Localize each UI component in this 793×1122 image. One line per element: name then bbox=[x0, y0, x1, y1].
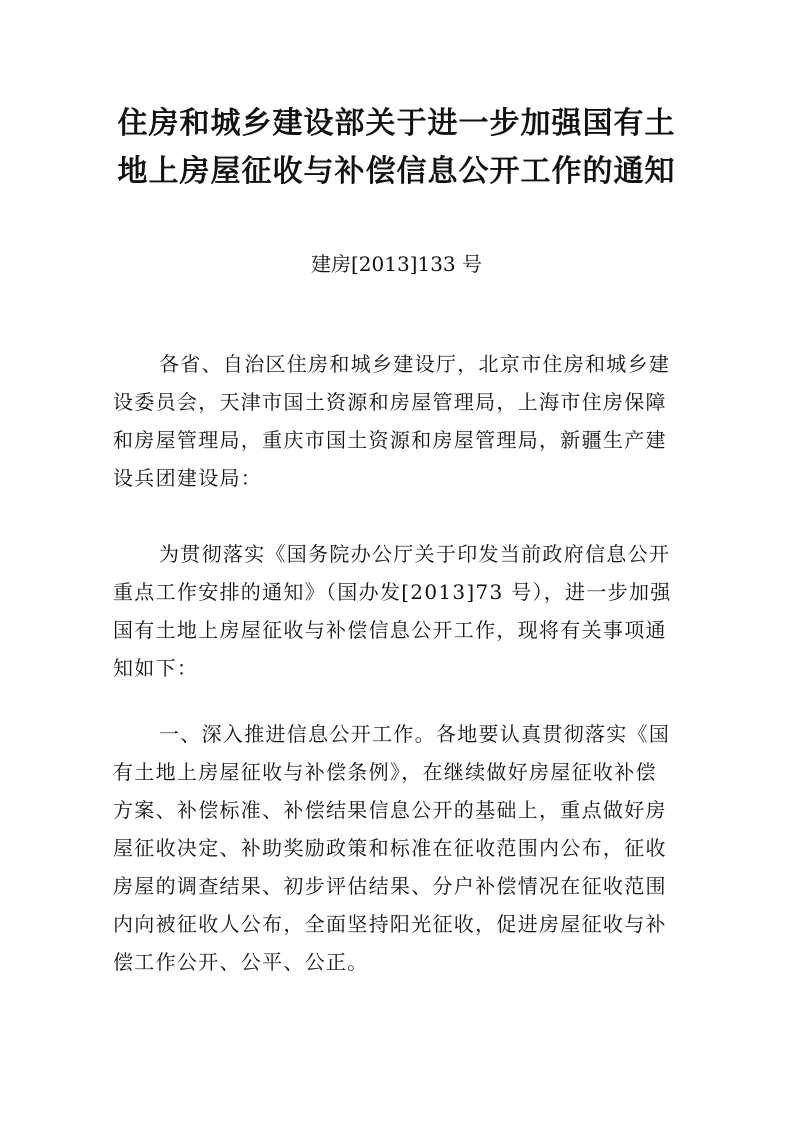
paragraph-line: 重点工作安排的通知》（国办发[2013]73 号），进一步加强 bbox=[113, 580, 672, 604]
paragraph-line: 一、深入推进信息公开工作。各地要认真贯彻落实《国 bbox=[159, 722, 671, 746]
paragraph-line: 知如下： bbox=[113, 656, 199, 680]
paragraph-line: 设兵团建设局： bbox=[113, 466, 263, 490]
addressee-paragraph bbox=[113, 345, 683, 497]
document-number: 建房[2013]133 号 bbox=[310, 252, 483, 276]
paragraph-line: 国有土地上房屋征收与补偿信息公开工作，现将有关事项通 bbox=[113, 618, 667, 642]
paragraph-line: 和房屋管理局，重庆市国土资源和房屋管理局，新疆生产建 bbox=[113, 428, 667, 452]
paragraph-line: 各省、自治区住房和城乡建设厅，北京市住房和城乡建 bbox=[159, 352, 671, 376]
paragraph-line: 房屋的调查结果、初步评估结果、分户补偿情况在征收范围 bbox=[113, 874, 667, 898]
intro-paragraph bbox=[113, 535, 683, 687]
paragraph-line: 屋征收决定、补助奖励政策和标准在征收范围内公布，征收 bbox=[113, 836, 667, 860]
section-one-paragraph bbox=[113, 715, 683, 981]
paragraph-line: 内向被征收人公布，全面坚持阳光征收，促进房屋征收与补 bbox=[113, 912, 667, 936]
paragraph-line: 设委员会，天津市国土资源和房屋管理局，上海市住房保障 bbox=[113, 390, 667, 414]
paragraph-line: 为贯彻落实《国务院办公厅关于印发当前政府信息公开 bbox=[159, 542, 671, 566]
paragraph-line: 有土地上房屋征收与补偿条例》，在继续做好房屋征收补偿 bbox=[113, 760, 657, 784]
document-title-line-1: 住房和城乡建设部关于进一步加强国有土 bbox=[117, 106, 676, 141]
paragraph-line: 偿工作公开、公平、公正。 bbox=[113, 950, 369, 974]
paragraph-line: 方案、补偿标准、补偿结果信息公开的基础上，重点做好房 bbox=[113, 798, 667, 822]
document-title-line-2: 地上房屋征收与补偿信息公开工作的通知 bbox=[117, 154, 676, 189]
